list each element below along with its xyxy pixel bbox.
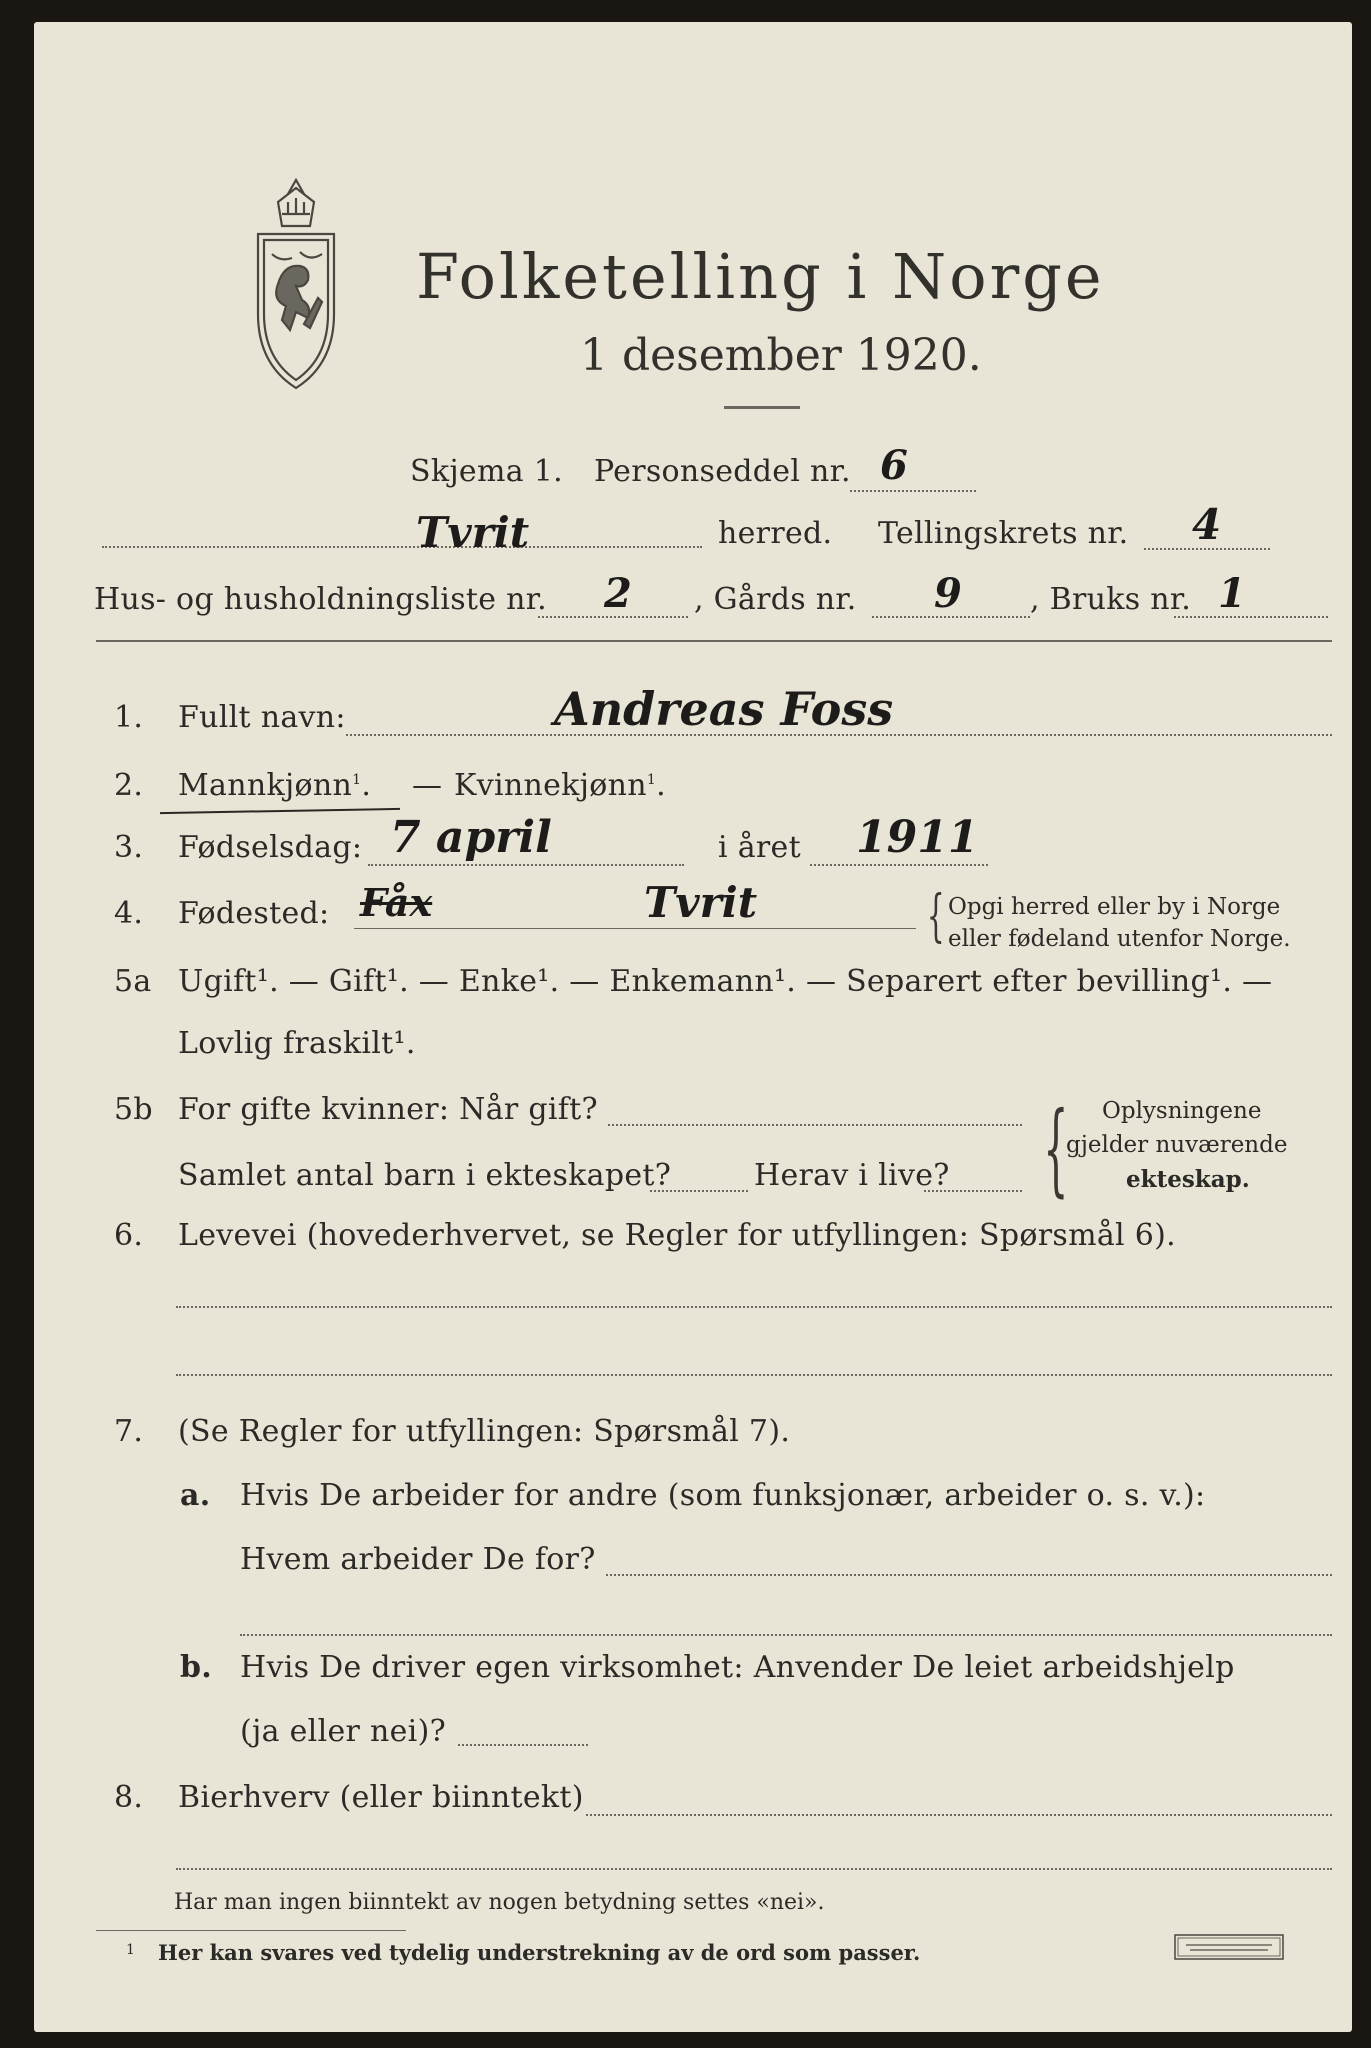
q4-label: Fødested: [178,896,330,931]
q2-separator: — [412,768,443,803]
q4-note-line2: eller fødeland utenfor Norge. [948,926,1291,952]
q1-label: Fullt navn: [178,700,346,735]
q7a-answer-line2 [240,1634,1332,1636]
q5b-number: 5b [114,1092,153,1127]
q6-line2 [176,1374,1332,1376]
herred-line [102,546,702,548]
q5b-note-line3: ekteskap. [1126,1166,1250,1193]
q8-number: 8. [114,1780,144,1815]
q2-male-option: Mannkjønn$^1$. [178,768,372,803]
q3-label: Fødselsdag: [178,830,363,865]
q4-number: 4. [114,896,144,931]
q8-label: Bierhverv (eller biinntekt) [178,1780,584,1815]
q4-struck-value: Fåx [360,880,433,925]
q7b-line1: Hvis De driver egen virksomhet: Anvender De leiet arbeidshjelp [240,1650,1235,1685]
bruks-line [1174,616,1328,618]
gards-value: 9 [934,570,962,617]
q5b-children-label: Samlet antal barn i ekteskapet? [178,1158,672,1193]
q1-number: 1. [114,700,144,735]
q5b-married-label: For gifte kvinner: Når gift? [178,1092,598,1127]
herred-label: herred. [718,516,833,551]
q4-line [354,928,916,929]
husliste-label: Hus- og husholdningsliste nr. [94,582,547,617]
q4-note-line1: Opgi herred eller by i Norge [948,894,1281,920]
q7a-answer-line [606,1574,1332,1576]
printer-stamp [1174,1934,1284,1960]
q7a-line1: Hvis De arbeider for andre (som funksjonær, arbeider o. s. v.): [240,1478,1206,1513]
q5b-brace: { [1043,1090,1069,1207]
q8-line1 [586,1814,1332,1816]
q6-number: 6. [114,1218,144,1253]
q5a-options-line2: Lovlig fraskilt¹. [178,1026,416,1061]
footnote-text: Her kan svares ved tydelig understrekning av de ord som passer. [158,1940,921,1965]
q6-line1 [176,1306,1332,1308]
tellingskrets-value: 4 [1192,500,1222,549]
footnote-mark: 1 [126,1942,135,1958]
q3-year-value: 1911 [856,812,979,863]
q7b-letter: b. [180,1650,213,1685]
title-divider [724,406,800,409]
q5b-children-line [650,1190,748,1192]
q5b-alive-label: Herav i live? [754,1158,950,1193]
q3-year-line [810,864,988,866]
q7a-line2: Hvem arbeider De for? [240,1542,596,1577]
q4-brace: { [926,884,945,949]
q1-full-name-value: Andreas Foss [554,682,894,736]
q3-number: 3. [114,830,144,865]
census-date: 1 desember 1920. [580,330,982,381]
bruks-value: 1 [1218,570,1246,617]
husliste-value: 2 [604,570,632,617]
q8-line2 [176,1868,1332,1870]
skjema-label: Skjema 1. [410,454,563,489]
q5a-options: Ugift¹. — Gift¹. — Enke¹. — Enkemann¹. — Separert efter bevilling¹. — [178,964,1273,999]
gards-label: , Gårds nr. [694,582,857,617]
q7b-answer-line [458,1744,588,1746]
footer-note: Har man ingen biinntekt av nogen betydning settes «nei». [174,1890,825,1915]
footnote-divider [96,1930,406,1931]
q5b-married-line [608,1124,1022,1126]
q3-year-label: i året [718,830,801,865]
section-divider [96,640,1332,642]
q7a-letter: a. [180,1478,211,1513]
personseddel-value: 6 [880,442,908,489]
q7-label: (Se Regler for utfyllingen: Spørsmål 7). [178,1414,791,1449]
q2-female-option: Kvinnekjønn$^1$. [454,768,666,803]
tellingskrets-label: Tellingskrets nr. [878,516,1129,551]
personseddel-line [850,490,976,492]
q6-label: Levevei (hovederhvervet, se Regler for utfyllingen: Spørsmål 6). [178,1218,1176,1253]
personseddel-label: Personseddel nr. [594,454,851,489]
q4-birthplace-value: Tvrit [644,878,758,927]
bruks-label: , Bruks nr. [1030,582,1192,617]
q3-line [368,864,684,866]
q5a-number: 5a [114,964,152,999]
q5b-alive-line [924,1190,1022,1192]
q2-male-underline [160,808,400,814]
q3-birthday-value: 7 april [390,812,552,863]
census-form-sheet [34,22,1352,2032]
form-title: Folketelling i Norge [416,240,1105,313]
q5b-note-line1: Oplysningene [1102,1098,1262,1124]
q7-number: 7. [114,1414,144,1449]
herred-value: Tvrit [416,508,530,557]
norway-coat-of-arms-icon [248,174,344,394]
q7b-line2: (ja eller nei)? [240,1714,446,1749]
q5b-note-line2: gjelder nuværende [1066,1132,1288,1158]
q2-number: 2. [114,768,144,803]
